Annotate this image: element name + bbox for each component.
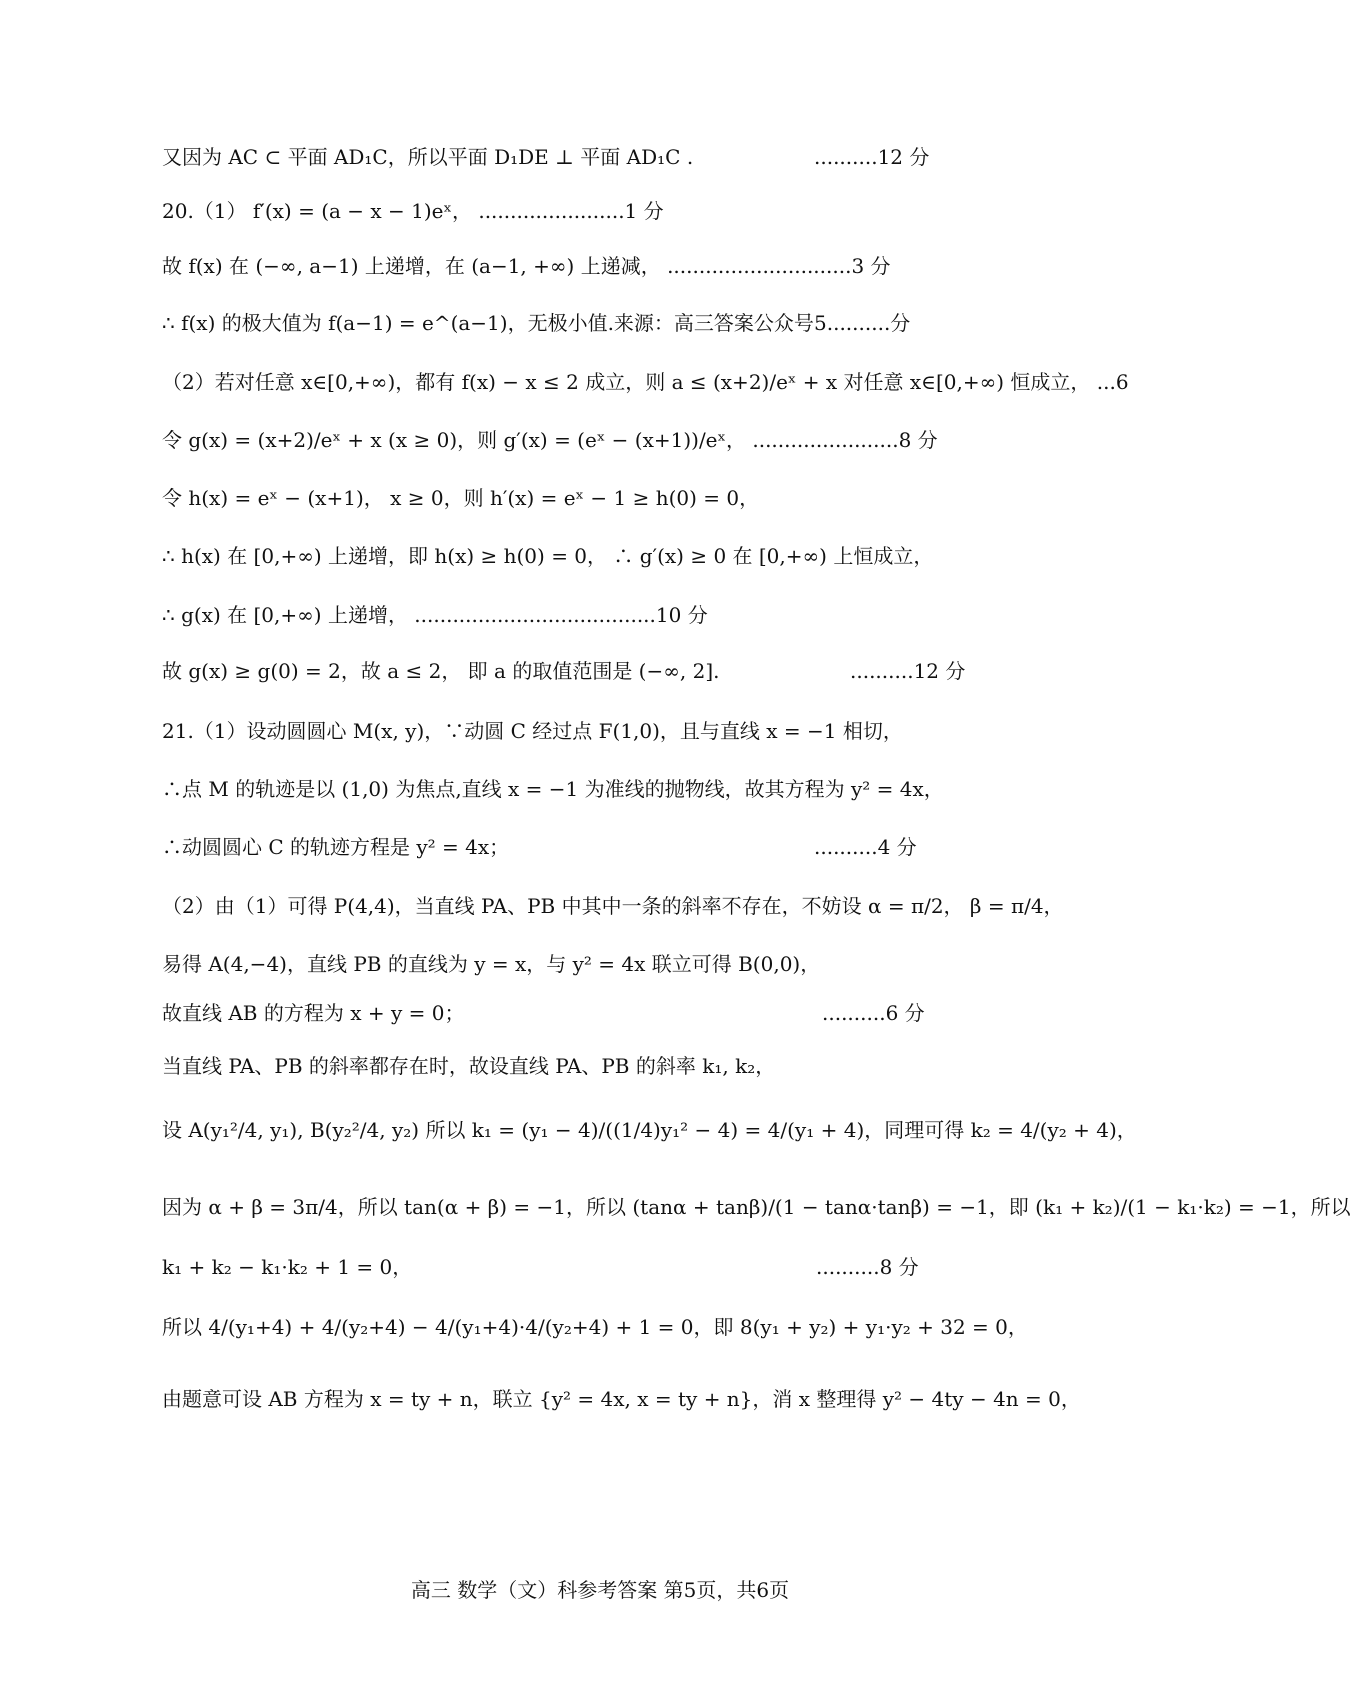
score-12: ..........4 分 (814, 835, 917, 859)
line-0: 又因为 AC ⊂ 平面 AD₁C，所以平面 D₁DE ⊥ 平面 AD₁C . (162, 145, 694, 169)
line-8: ∴ g(x) 在 [0,+∞) 上递增， ......................................10 分 (162, 603, 708, 627)
line-19: k₁ + k₂ − k₁·k₂ + 1 = 0， (162, 1255, 413, 1279)
score-19: ..........8 分 (816, 1255, 919, 1279)
score-3: 5..........分 (814, 311, 911, 335)
line-10: 21.（1）设动圆圆心 M(x, y)，∵动圆 C 经过点 F(1,0)，且与直线 x = −1 相切， (162, 719, 903, 743)
line-4: （2）若对任意 x∈[0,+∞)，都有 f(x) − x ≤ 2 成立，则 a ≤ (x+2)/eˣ + x 对任意 x∈[0,+∞) 恒成立， ...6 (162, 370, 1129, 394)
line-16: 当直线 PA、PB 的斜率都存在时，故设直线 PA、PB 的斜率 k₁, k₂， (162, 1054, 776, 1078)
score-9: ..........12 分 (850, 659, 966, 683)
line-1: 20.（1） f′(x) = (a − x − 1)eˣ， .......................1 分 (162, 199, 664, 223)
line-20: 所以 4/(y₁+4) + 4/(y₂+4) − 4/(y₁+4)·4/(y₂+4) + 1 = 0，即 8(y₁ + y₂) + y₁·y₂ + 32 = 0， (162, 1315, 1028, 1339)
score-15: ..........6 分 (822, 1001, 925, 1025)
line-6: 令 h(x) = eˣ − (x+1)， x ≥ 0，则 h′(x) = eˣ − 1 ≥ h(0) = 0， (162, 486, 760, 510)
line-11: ∴点 M 的轨迹是以 (1,0) 为焦点,直线 x = −1 为准线的抛物线，故其方程为 y² = 4x， (162, 777, 944, 801)
line-7: ∴ h(x) 在 [0,+∞) 上递增，即 h(x) ≥ h(0) = 0， ∴ g′(x) ≥ 0 在 [0,+∞) 上恒成立， (162, 544, 934, 568)
line-21: 由题意可设 AB 方程为 x = ty + n，联立 {y² = 4x, x = ty + n}，消 x 整理得 y² − 4ty − 4n = 0， (162, 1387, 1081, 1411)
line-12: ∴动圆圆心 C 的轨迹方程是 y² = 4x； (162, 835, 510, 859)
line-5: 令 g(x) = (x+2)/eˣ + x (x ≥ 0)，则 g′(x) = (eˣ − (x+1))/eˣ， .......................8 分 (162, 428, 938, 452)
line-18: 因为 α + β = 3π/4，所以 tan(α + β) = −1，所以 (tanα + tanβ)/(1 − tanα·tanβ) = −1，即 (k₁ + k₂)/(1 − k₁·k₂) = −1，所以 (162, 1195, 1351, 1219)
line-15: 故直线 AB 的方程为 x + y = 0； (162, 1001, 465, 1025)
page-footer: 高三 数学（文）科参考答案 第5页，共6页 (410, 1578, 790, 1602)
line-2: 故 f(x) 在 (−∞, a−1) 上递增，在 (a−1, +∞) 上递减， .............................3 分 (162, 254, 891, 278)
line-9: 故 g(x) ≥ g(0) = 2，故 a ≤ 2， 即 a 的取值范围是 (−∞, 2]. (162, 659, 720, 683)
line-3: ∴ f(x) 的极大值为 f(a−1) = e^(a−1)，无极小值.来源：高三答案公众号 (162, 311, 814, 335)
line-17: 设 A(y₁²/4, y₁), B(y₂²/4, y₂) 所以 k₁ = (y₁ − 4)/((1/4)y₁² − 4) = 4/(y₁ + 4)，同理可得 k₂ = 4/(y₂ + 4)， (162, 1118, 1137, 1142)
line-13: （2）由（1）可得 P(4,4)，当直线 PA、PB 中其中一条的斜率不存在，不妨设 α = π/2， β = π/4， (162, 894, 1064, 918)
score-0: ..........12 分 (814, 145, 930, 169)
line-14: 易得 A(4,−4)，直线 PB 的直线为 y = x，与 y² = 4x 联立可得 B(0,0)， (162, 952, 821, 976)
